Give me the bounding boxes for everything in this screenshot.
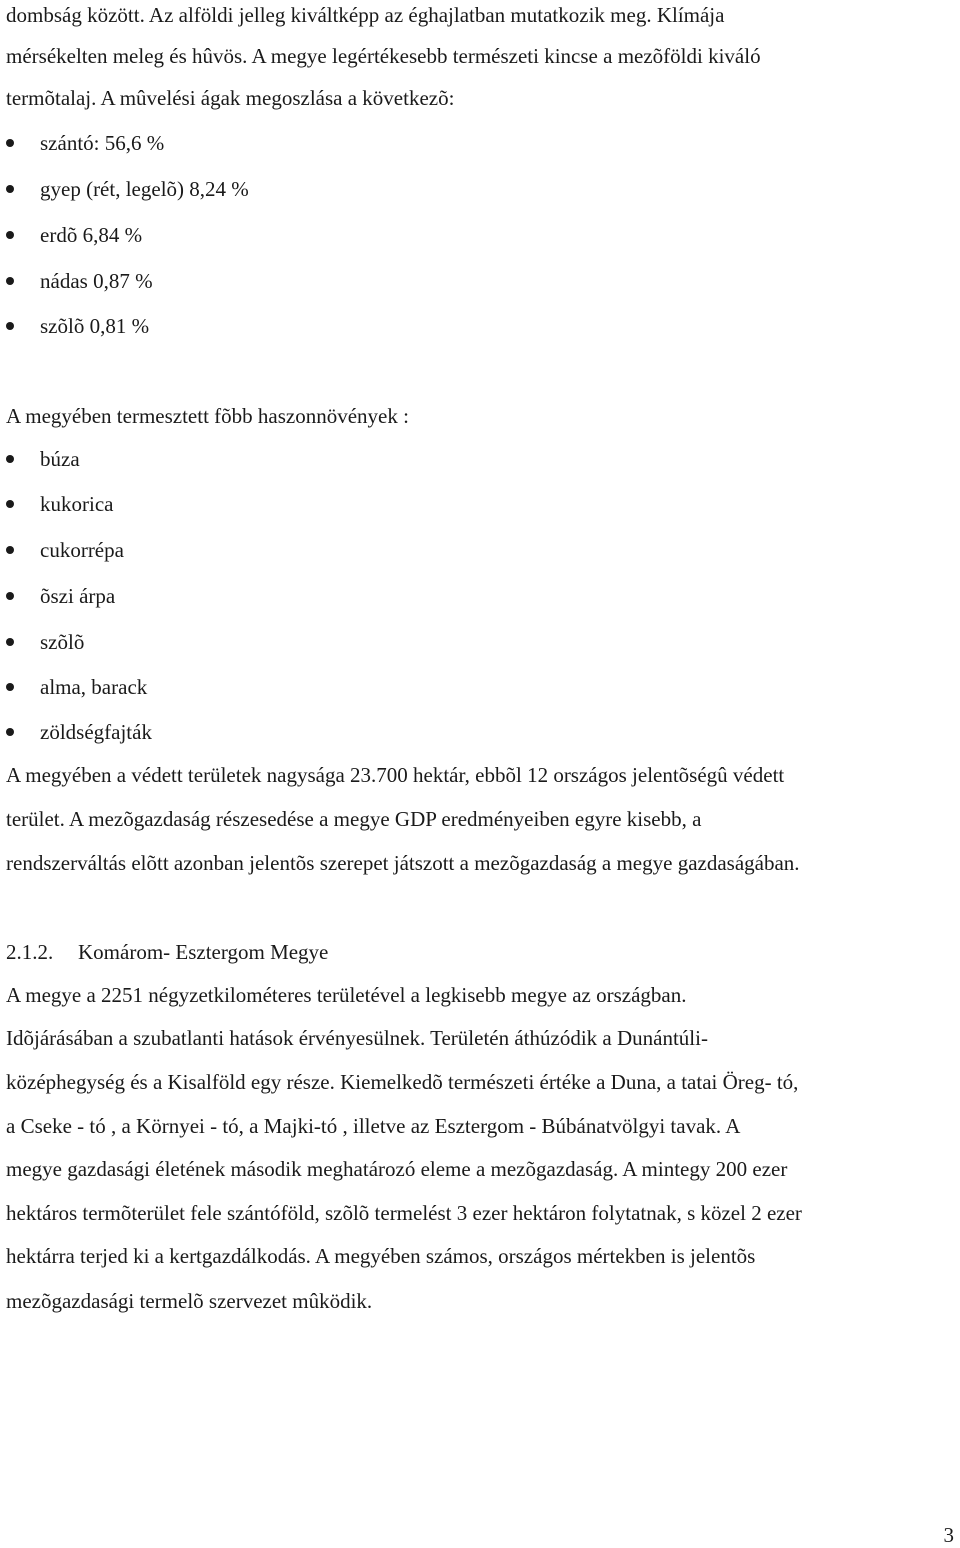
bullet-icon <box>6 185 14 193</box>
bullet-icon <box>6 139 14 147</box>
list-item <box>0 313 600 339</box>
intro-line-2: mérsékelten meleg és hûvös. A megye legértékesebb természeti kincse a mezõföldi kiváló <box>6 44 761 68</box>
list-item <box>0 176 600 202</box>
protected-line-3: rendszerváltás elõtt azonban jelentõs szerepet játszott a mezõgazdaság a megye gazdaságában. <box>6 851 800 875</box>
bullet-icon <box>6 455 14 463</box>
bullet-icon <box>6 728 14 736</box>
section-line-6: hektáros termõterület fele szántóföld, szõlõ termelést 3 ezer hektáron folytatnak, s közel 2 ezer <box>6 1201 802 1225</box>
protected-line-1: A megyében a védett területek nagysága 23.700 hektár, ebbõl 12 országos jelentõségû védett <box>6 763 785 787</box>
list-item-text: kukorica <box>40 492 114 516</box>
list-item-text: erdõ 6,84 % <box>40 223 143 247</box>
intro-line-1: dombság között. Az alföldi jelleg kiváltképp az éghajlatban mutatkozik meg. Klímája <box>6 3 725 27</box>
list-item <box>0 537 600 563</box>
section-line-5: megye gazdasági életének második meghatározó eleme a mezõgazdaság. A mintegy 200 ezer <box>6 1157 788 1181</box>
section-line-3: középhegység és a Kisalföld egy része. Kiemelkedõ természeti értéke a Duna, a tatai Öreg- tó, <box>6 1070 799 1094</box>
list-item-text: szántó: 56,6 % <box>40 131 165 155</box>
section-line-2: Idõjárásában a szubatlanti hatások érvényesülnek. Területén áthúzódik a Dunántúli- <box>6 1026 708 1050</box>
section-title: Komárom- Esztergom Megye <box>78 940 329 964</box>
bullet-icon <box>6 638 14 646</box>
section-line-4: a Cseke - tó , a Környei - tó, a Majki-tó , illetve az Esztergom - Búbánatvölgyi tavak. A <box>6 1114 741 1138</box>
section-line-1: A megye a 2251 négyzetkilométeres területével a legkisebb megye az országban. <box>6 983 687 1007</box>
bullet-icon <box>6 592 14 600</box>
list-item-text: zöldségfajták <box>40 720 152 744</box>
list-item-text: búza <box>40 447 80 471</box>
list-item <box>0 446 600 472</box>
list-item-text: gyep (rét, legelõ) 8,24 % <box>40 177 249 201</box>
bullet-icon <box>6 322 14 330</box>
list-item <box>0 491 600 517</box>
section-number: 2.1.2. <box>6 940 54 964</box>
list-item-text: cukorrépa <box>40 538 124 562</box>
protected-line-2: terület. A mezõgazdaság részesedése a megye GDP eredményeiben egyre kisebb, a <box>6 807 702 831</box>
list-item <box>0 268 600 294</box>
bullet-icon <box>6 231 14 239</box>
list-item-text: szõlõ 0,81 % <box>40 314 150 338</box>
bullet-icon <box>6 546 14 554</box>
list-item <box>0 130 600 156</box>
intro-line-3: termõtalaj. A mûvelési ágak megoszlása a következõ: <box>6 86 455 110</box>
bullet-icon <box>6 500 14 508</box>
section-line-7: hektárra terjed ki a kertgazdálkodás. A megyében számos, országos mértekben is jelentõs <box>6 1244 756 1268</box>
list-item-text: nádas 0,87 % <box>40 269 153 293</box>
list-item <box>0 222 600 248</box>
list-item-text: õszi árpa <box>40 584 116 608</box>
list-item-text: szõlõ <box>40 630 85 654</box>
page-number: 3 <box>943 1523 954 1547</box>
list-item <box>0 629 600 655</box>
list-item-text: alma, barack <box>40 675 148 699</box>
crops-heading: A megyében termesztett fõbb haszonnövények : <box>6 404 409 428</box>
bullet-icon <box>6 277 14 285</box>
bullet-icon <box>6 683 14 691</box>
section-line-8: mezõgazdasági termelõ szervezet mûködik. <box>6 1289 373 1313</box>
list-item <box>0 674 600 700</box>
list-item <box>0 583 600 609</box>
list-item <box>0 719 600 745</box>
